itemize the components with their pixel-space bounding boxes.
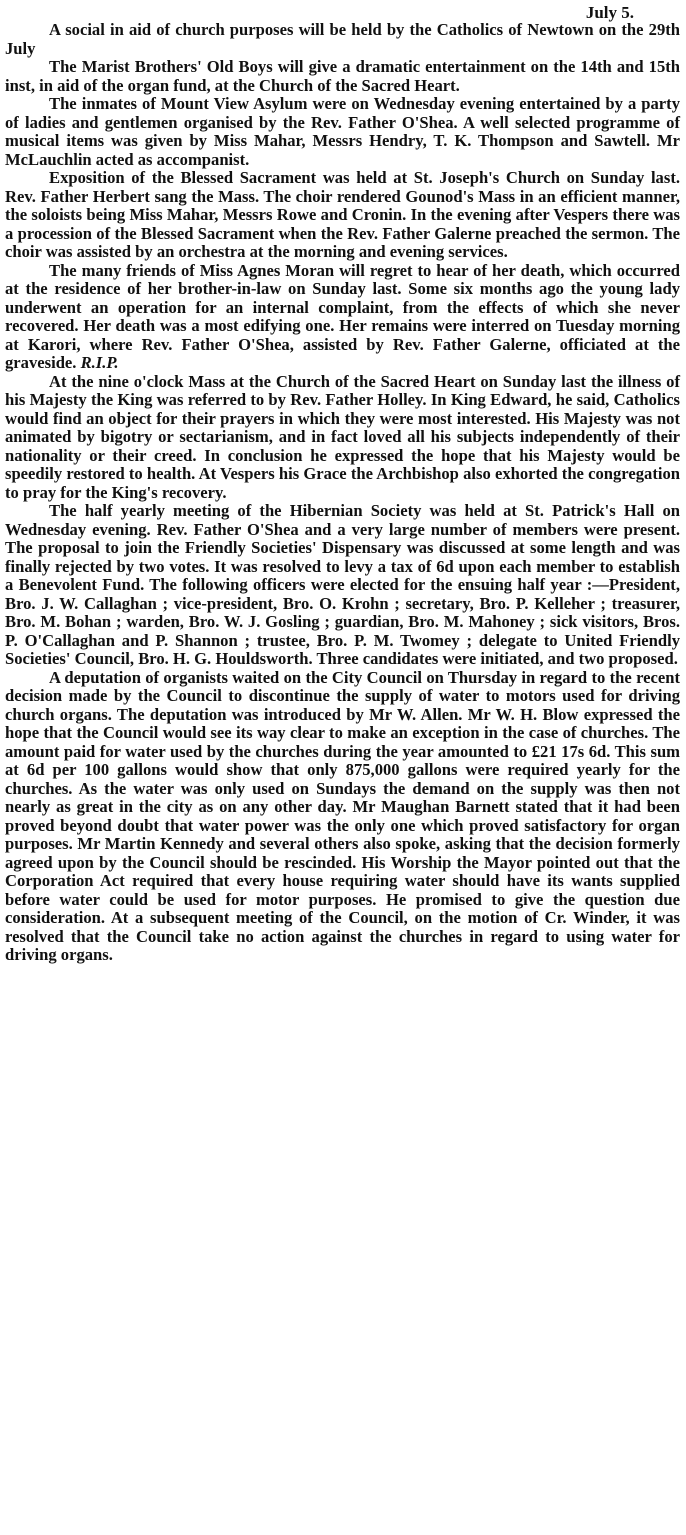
news-item-marist-entertainment: The Marist Brothers' Old Boys will give a dramatic entertainment on the 14th and 15th inst, in aid of the organ fund, at the Church of the Sacred Heart.: [5, 57, 680, 95]
news-item-obituary-agnes-moran: [5, 262, 680, 373]
news-item-hibernian-society: The half yearly meeting of the Hibernian Society was held at St. Patrick's Hall on Wednesday evening. Rev. Father O'Shea and a very large number of members were present. The proposal to join the Friendly Societies' Dispensary was discussed at some length and was finally rejected by two votes. It was resolved to levy a tax of 6d upon each member to establish a Benevolent Fund. The following officers were elected for the ensuing half year :—President, Bro. J. W. Callaghan ; vice-president, Bro. O. Krohn ; secretary, Bro. P. Kelleher ; treasurer, Bro. M. Bohan ; warden, Bro. W. J. Gosling ; guardian, Bro. M. Mahoney ; sick visitors, Bros. P. O'Callaghan and P. Shannon ; trustee, Bro. P. M. Twomey ; delegate to United Friendly Societies' Council, Bro. H. G. Houldsworth. Three candidates were initiated, and two proposed.: [5, 501, 680, 668]
news-item-organists-deputation: A deputation of organists waited on the City Council on Thursday in regard to the recent decision made by the Council to discontinue the supply of water to motors used for driving church organs. The deputation was introduced by Mr W. Allen. Mr W. H. Blow expressed the hope that the Council would see its way clear to make an exception in the case of churches. The amount paid for water used by the churches during the year amounted to £21 17s 6d. This sum at 6d per 100 gallons would show that only 875,000 gallons were required yearly for the churches. As the water was only used on Sundays the demand on the supply was then not nearly as great in the city as on any other day. Mr Maughan Barnett stated that it had been proved beyond doubt that water power was the only one which proved satisfactory for organ purposes. Mr Martin Kennedy and several others also spoke, asking that the decision formerly agreed upon by the Council should be rescinded. His Worship the Mayor pointed out that the Corporation Act required that every house requiring water should have its wants supplied before water could be used for motor purposes. He promised to give the question due consideration. At a subsequent meeting of the Council, on the motion of Cr. Winder, it was resolved that the Council take no action against the churches in regard to using water for driving organs.: [5, 667, 680, 964]
news-item-newtown-social: A social in aid of church purposes will be held by the Catholics of Newtown on the 29th July: [5, 20, 680, 58]
news-item-exposition-blessed-sacrament: Exposition of the Blessed Sacrament was held at St. Joseph's Church on Sunday last. Rev. Father Herbert sang the Mass. The choir rendered Gounod's Mass in an efficient manner, the soloists being Miss Mahar, Messrs Rowe and Cronin. In the evening after Vespers there was a procession of the Blessed Sacrament when the Rev. Father Galerne preached the sermon. The choir was assisted by an orchestra at the morning and evening services.: [5, 168, 680, 261]
news-item-prayers-for-king: At the nine o'clock Mass at the Church of the Sacred Heart on Sunday last the illness of his Majesty the King was referred to by Rev. Father Holley. In King Edward, he said, Catholics would find an object for their prayers in which they were most interested. His Majesty was not animated by bigotry or sectarianism, and in fact loved all his subjects independently of their nationality or their creed. In conclusion he expressed the hope that his Majesty would be speedily restored to health. At Vespers his Grace the Archbishop also exhorted the congregation to pray for the King's recovery.: [5, 371, 680, 502]
dateline: July 5.: [585, 3, 634, 22]
obituary-text: The many friends of Miss Agnes Moran will regret to hear of her death, which occurred at the residence of her brother-in-law on Sunday last. Some six months ago the young lady underwent an operation for an internal complaint, from the effects of which she never recovered. Her death was a most edifying one. Her remains were interred on Tuesday morning at Karori, where Rev. Father O'Shea, assisted by Rev. Father Galerne, officiated at the graveside.: [5, 260, 680, 372]
rip-abbreviation: R.I.P.: [80, 353, 119, 372]
news-item-mount-view-asylum: The inmates of Mount View Asylum were on Wednesday evening entertained by a party of ladies and gentlemen organised by the Rev. Father O'Shea. A well selected programme of musical items was given by Miss Mahar, Messrs Hendry, T. K. Thompson and Sawtell. Mr McLauchlin acted as accompanist.: [5, 94, 680, 169]
